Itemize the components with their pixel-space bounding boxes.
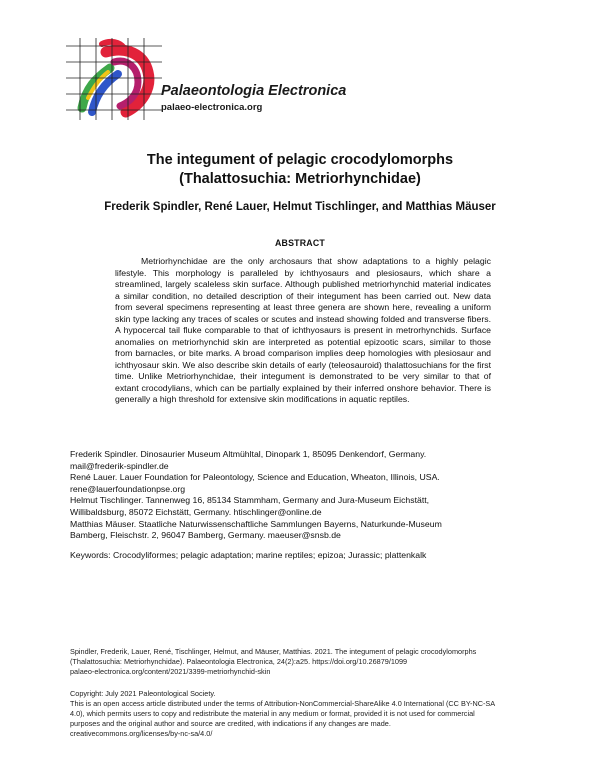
copyright-line: Copyright: July 2021 Paleontological Society. [70, 689, 216, 698]
affiliations [70, 449, 510, 542]
citation-line: (Thalattosuchia: Metriorhynchidae). Palaeontologia Electronica, 24(2):a25. https://doi.org/10.26879/1099 [70, 657, 408, 666]
copyright-notice [70, 689, 540, 739]
author-email[interactable]: mail@frederik-spindler.de [70, 460, 169, 471]
author-email[interactable]: rene@lauerfoundationpse.org [70, 483, 186, 494]
citation-link[interactable]: palaeo-electronica.org/content/2021/3399-metriorhynchid-skin [70, 667, 271, 676]
affiliation-line: Bamberg, Fleischstr. 2, 96047 Bamberg, Germany. maeuser@snsb.de [70, 530, 341, 541]
logo-ribbons [82, 42, 149, 112]
copyright-line: purposes and the original author and source are credited, with indications if any changes are made. [70, 719, 391, 728]
citation [70, 647, 540, 677]
journal-name: Palaeontologia Electronica [161, 83, 347, 99]
journal-logo [66, 38, 162, 120]
logo-ribbon-magenta [114, 61, 138, 106]
abstract-text: Metriorhynchidae are the only archosaurs that show adaptations to a highly pelagic lifestyle. This morphology is paralleled by ichthyosaurs and plesiosaurs, which share a streamlined, largely scaleless skin surface. Although published metriorhynchid material indicates a similar condition, no detailed description of their integument has been carried out. New data from several specimens representing at least three genera are shown here, revealing a uniform skin type lacking any traces of scales or scutes and instead showing folded and transverse fibers. A hypocercal tail fluke comparable to that of ichthyosaurs is present in metrorhynchids. Surface anomalies on metriorhynchid skin are interpreted as potential epizootic scars, similar to those from barnacles, or bite marks. A broad comparison implies deep homologies with plesiosaur and ichthyosaur skin. We also describe skin details of early (teleosauroid) thalattosuchians for the first time. Unlike Metriorhynchidae, their integument is demonstrated to be very similar to that of extant crocodylians, which can be partially explained by their inferred onshore behavior. There is generally a high threshold for extensive skin modifications in aquatic reptiles. [115, 256, 491, 404]
affiliation-line: Matthias Mäuser. Staatliche Naturwissenschaftliche Sammlungen Bayerns, Naturkunde-Museum [70, 518, 442, 529]
title-line: The integument of pelagic crocodylomorphs [146, 152, 454, 168]
license-link[interactable]: creativecommons.org/licenses/by-nc-sa/4.0/ [70, 729, 213, 738]
journal-url[interactable]: palaeo-electronica.org [161, 102, 263, 113]
copyright-line: This is an open access article distributed under the terms of Attribution-NonCommercial-ShareAlike 4.0 International (CC BY-NC-SA [70, 699, 496, 708]
abstract-heading: ABSTRACT [275, 238, 325, 248]
article-title [0, 151, 600, 189]
affiliation-line: Helmut Tischlinger. Tannenweg 16, 85134 Stammham, Germany and Jura-Museum Eichstätt, [70, 495, 430, 506]
citation-line: Spindler, Frederik, Lauer, René, Tischlinger, Helmut, and Mäuser, Matthias. 2021. The integument of pelagic crocodylomorphs [70, 647, 477, 656]
affiliation-line: Frederik Spindler. Dinosaurier Museum Altmühltal, Dinopark 1, 85095 Denkendorf, Germany. [70, 449, 427, 459]
author-list: Frederik Spindler, René Lauer, Helmut Tischlinger, and Matthias Mäuser [104, 201, 496, 213]
keywords: Keywords: Crocodyliformes; pelagic adaptation; marine reptiles; epizoa; Jurassic; plattenkalk [70, 550, 427, 560]
title-line: (Thalattosuchia: Metriorhynchidae) [179, 171, 421, 187]
copyright-line: 4.0), which permits users to copy and redistribute the material in any medium or format, provided it is not used for commercial [70, 709, 475, 718]
affiliation-line: Willibaldsburg, 85072 Eichstätt, Germany. htischlinger@online.de [70, 506, 322, 517]
affiliation-line: René Lauer. Lauer Foundation for Paleontology, Science and Education, Wheaton, Illinois, USA. [70, 472, 440, 483]
